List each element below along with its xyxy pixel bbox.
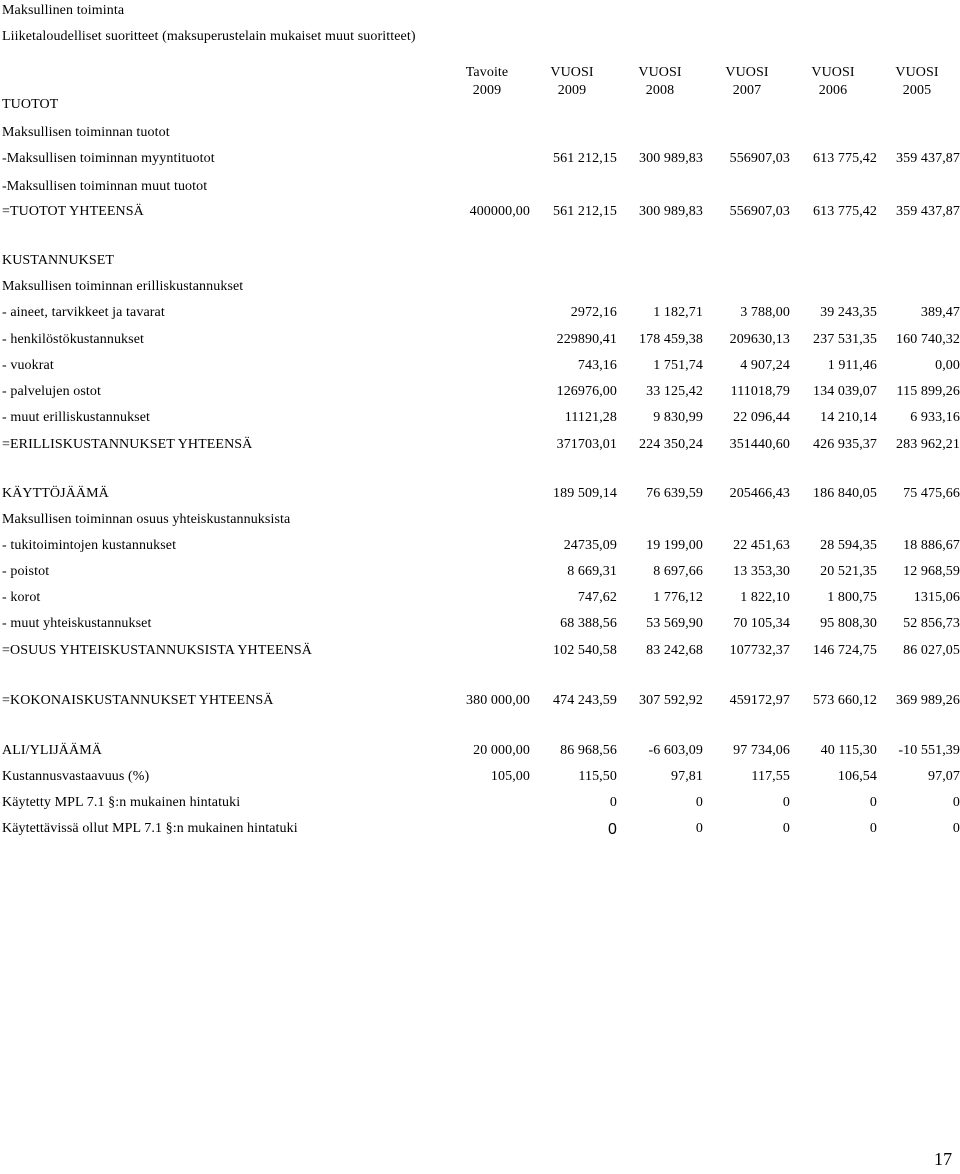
- table-cell: 400000,00: [469, 204, 530, 219]
- table-cell: 126976,00: [556, 384, 617, 399]
- table-cell: 1 751,74: [653, 358, 703, 373]
- table-cell: 573 660,12: [813, 693, 877, 708]
- row-label: - muut erilliskustannukset: [2, 410, 151, 425]
- row-label: =TUOTOT YHTEENSÄ: [2, 204, 144, 219]
- table-cell: 160 740,32: [896, 332, 960, 347]
- table-cell: 224 350,24: [639, 437, 703, 452]
- table-cell: 474 243,59: [553, 693, 617, 708]
- column-header-line1: Tavoite: [465, 65, 509, 80]
- table-cell: 106,54: [837, 769, 877, 784]
- column-header: [877, 64, 957, 100]
- table-cell: 14 210,14: [820, 410, 877, 425]
- table-cell: 0: [869, 795, 877, 810]
- row-label: Maksullisen toiminnan osuus yhteiskustannuksista: [2, 512, 291, 527]
- table-cell: 283 962,21: [896, 437, 960, 452]
- table-cell: 189 509,14: [553, 486, 617, 501]
- table-cell: 561 212,15: [553, 151, 617, 166]
- row-label: - aineet, tarvikkeet ja tavarat: [2, 305, 165, 320]
- table-cell: 24735,09: [563, 538, 617, 553]
- table-cell: 743,16: [577, 358, 617, 373]
- table-cell: 8 669,31: [567, 564, 617, 579]
- table-cell: 556907,03: [729, 204, 790, 219]
- table-cell: 1 776,12: [653, 590, 703, 605]
- table-cell: 146 724,75: [813, 643, 877, 658]
- table-cell: 8 697,66: [653, 564, 703, 579]
- table-cell: 561 212,15: [553, 204, 617, 219]
- table-cell: 371703,01: [556, 437, 617, 452]
- table-cell: 459172,97: [729, 693, 790, 708]
- table-cell: 39 243,35: [820, 305, 877, 320]
- table-cell: 186 840,05: [813, 486, 877, 501]
- table-cell: 52 856,73: [903, 616, 960, 631]
- table-cell: 380 000,00: [466, 693, 530, 708]
- column-header-line1: VUOSI: [550, 65, 594, 80]
- table-cell: 11121,28: [564, 410, 617, 425]
- document-subtitle: Liiketaloudelliset suoritteet (maksuperustelain mukaiset muut suoritteet): [2, 29, 416, 44]
- table-cell: 237 531,35: [813, 332, 877, 347]
- column-header-line1: VUOSI: [811, 65, 855, 80]
- table-cell: 18 886,67: [903, 538, 960, 553]
- document-title: Maksullinen toiminta: [2, 3, 125, 18]
- column-header: [620, 64, 700, 100]
- table-cell: 613 775,42: [813, 204, 877, 219]
- column-header-line1: VUOSI: [725, 65, 769, 80]
- table-cell: 4 907,24: [740, 358, 790, 373]
- table-cell: 0,00: [935, 358, 960, 373]
- table-cell: 6 933,16: [910, 410, 960, 425]
- row-label: =OSUUS YHTEISKUSTANNUKSISTA YHTEENSÄ: [2, 643, 313, 658]
- row-label: - palvelujen ostot: [2, 384, 102, 399]
- table-cell: 97,81: [671, 769, 703, 784]
- table-cell: 97 734,06: [733, 743, 790, 758]
- table-cell: 229890,41: [556, 332, 617, 347]
- table-cell: 613 775,42: [813, 151, 877, 166]
- table-cell: 369 989,26: [896, 693, 960, 708]
- table-cell: 747,62: [577, 590, 617, 605]
- column-header-line2: 2007: [732, 83, 762, 98]
- table-cell: 209630,13: [729, 332, 790, 347]
- table-cell: 86 968,56: [560, 743, 617, 758]
- table-cell: 111018,79: [730, 384, 790, 399]
- row-label: Käytettävissä ollut MPL 7.1 §:n mukainen hintatuki: [2, 821, 298, 836]
- table-cell: 22 096,44: [733, 410, 790, 425]
- row-label: - muut yhteiskustannukset: [2, 616, 152, 631]
- page-number: 17: [934, 1149, 953, 1169]
- table-cell: 70 105,34: [733, 616, 790, 631]
- column-header: [793, 64, 873, 100]
- row-label: - henkilöstökustannukset: [2, 332, 144, 347]
- section-label-tuotot: TUOTOT: [2, 97, 59, 112]
- column-header-line1: VUOSI: [638, 65, 682, 80]
- table-cell: 68 388,56: [560, 616, 617, 631]
- table-cell: 178 459,38: [639, 332, 703, 347]
- table-cell: 351440,60: [729, 437, 790, 452]
- table-cell: 0: [952, 795, 960, 810]
- row-label: Maksullisen toiminnan erilliskustannukset: [2, 279, 244, 294]
- table-cell: 1 182,71: [653, 305, 703, 320]
- table-cell: 0: [782, 795, 790, 810]
- table-cell: 28 594,35: [820, 538, 877, 553]
- column-header-line2: 2006: [818, 83, 848, 98]
- table-cell: 19 199,00: [646, 538, 703, 553]
- table-cell: 426 935,37: [813, 437, 877, 452]
- row-label: KUSTANNUKSET: [2, 253, 115, 268]
- row-label: -Maksullisen toiminnan myyntituotot: [2, 151, 215, 166]
- column-header-line2: 2009: [472, 83, 502, 98]
- table-cell: 205466,43: [729, 486, 790, 501]
- table-cell: 3 788,00: [740, 305, 790, 320]
- table-cell: 2972,16: [570, 305, 617, 320]
- table-cell: 556907,03: [729, 151, 790, 166]
- column-header: [532, 64, 612, 100]
- table-cell: 0: [609, 795, 617, 810]
- table-cell: 12 968,59: [903, 564, 960, 579]
- row-label: ALI/YLIJÄÄMÄ: [2, 743, 102, 758]
- column-header: [447, 64, 527, 100]
- table-cell: 115,50: [578, 769, 617, 784]
- table-cell: 20 000,00: [473, 743, 530, 758]
- table-cell: 20 521,35: [820, 564, 877, 579]
- row-label: - korot: [2, 590, 41, 605]
- row-label: =KOKONAISKUSTANNUKSET YHTEENSÄ: [2, 693, 274, 708]
- table-cell: 76 639,59: [646, 486, 703, 501]
- table-cell: 53 569,90: [646, 616, 703, 631]
- table-cell: -10 551,39: [898, 743, 960, 758]
- table-cell: -6 603,09: [648, 743, 703, 758]
- table-cell: 1 822,10: [740, 590, 790, 605]
- table-cell: 9 830,99: [653, 410, 703, 425]
- table-cell: 22 451,63: [733, 538, 790, 553]
- table-cell: 307 592,92: [639, 693, 703, 708]
- table-cell: 0: [608, 821, 617, 838]
- table-cell: 115 899,26: [896, 384, 960, 399]
- row-label: =ERILLISKUSTANNUKSET YHTEENSÄ: [2, 437, 253, 452]
- table-cell: 107732,37: [729, 643, 790, 658]
- table-cell: 359 437,87: [896, 151, 960, 166]
- table-cell: 1 800,75: [827, 590, 877, 605]
- table-cell: 0: [782, 821, 790, 836]
- table-cell: 0: [695, 821, 703, 836]
- row-label: KÄYTTÖJÄÄMÄ: [2, 486, 109, 501]
- row-label: - poistot: [2, 564, 50, 579]
- row-label: -Maksullisen toiminnan muut tuotot: [2, 179, 208, 194]
- table-cell: 33 125,42: [646, 384, 703, 399]
- table-cell: 117,55: [751, 769, 790, 784]
- table-cell: 102 540,58: [553, 643, 617, 658]
- row-label: - vuokrat: [2, 358, 54, 373]
- table-cell: 0: [952, 821, 960, 836]
- table-cell: 86 027,05: [903, 643, 960, 658]
- table-cell: 359 437,87: [896, 204, 960, 219]
- column-header-line2: 2008: [645, 83, 675, 98]
- row-label: Maksullisen toiminnan tuotot: [2, 125, 170, 140]
- table-cell: 389,47: [920, 305, 960, 320]
- table-cell: 0: [695, 795, 703, 810]
- table-cell: 300 989,83: [639, 151, 703, 166]
- table-cell: 13 353,30: [733, 564, 790, 579]
- column-header-line1: VUOSI: [895, 65, 939, 80]
- table-cell: 1 911,46: [827, 358, 877, 373]
- table-cell: 134 039,07: [813, 384, 877, 399]
- column-header: [707, 64, 787, 100]
- column-header-line2: 2009: [557, 83, 587, 98]
- table-cell: 300 989,83: [639, 204, 703, 219]
- table-cell: 83 242,68: [646, 643, 703, 658]
- table-cell: 97,07: [928, 769, 960, 784]
- table-cell: 1315,06: [913, 590, 960, 605]
- table-cell: 40 115,30: [820, 743, 877, 758]
- column-header-line2: 2005: [902, 83, 932, 98]
- row-label: Kustannusvastaavuus (%): [2, 769, 150, 784]
- row-label: - tukitoimintojen kustannukset: [2, 538, 177, 553]
- table-cell: 0: [869, 821, 877, 836]
- table-cell: 75 475,66: [903, 486, 960, 501]
- table-cell: 105,00: [490, 769, 530, 784]
- table-cell: 95 808,30: [820, 616, 877, 631]
- row-label: Käytetty MPL 7.1 §:n mukainen hintatuki: [2, 795, 241, 810]
